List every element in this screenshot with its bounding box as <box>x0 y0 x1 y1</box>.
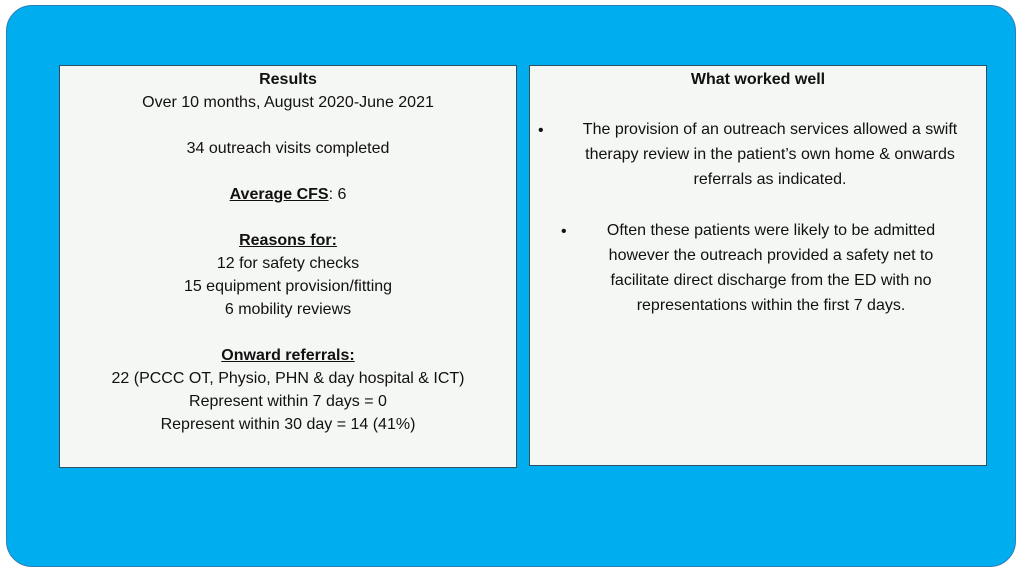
what-worked-title: What worked well <box>690 71 826 88</box>
bullet-icon: • <box>561 223 567 240</box>
bullet-point-1 <box>560 117 980 192</box>
bullet-icon: • <box>538 122 544 139</box>
results-title: Results <box>259 71 317 88</box>
reasons-heading: Reasons for: <box>239 232 337 249</box>
reason-item: 12 for safety checks <box>216 255 360 272</box>
bullet-point-2 <box>576 218 966 318</box>
what-worked-panel <box>529 65 987 466</box>
bullet-line: however the outreach provided a safety net to <box>608 247 934 264</box>
reason-item: 15 equipment provision/fitting <box>183 278 393 295</box>
referral-item: Represent within 7 days = 0 <box>189 393 387 410</box>
referrals-heading: Onward referrals: <box>221 347 355 364</box>
bullet-line: Often these patients were likely to be admitted <box>606 222 936 239</box>
average-cfs-label: Average CFS <box>229 186 329 203</box>
referral-item: 22 (PCCC OT, Physio, PHN & day hospital & ICT) <box>111 370 465 387</box>
bullet-line: therapy review in the patient’s own home & onwards <box>585 146 955 163</box>
average-cfs-value: : 6 <box>328 186 347 203</box>
average-cfs <box>60 183 516 206</box>
outreach-visits: 34 outreach visits completed <box>186 140 390 157</box>
results-period: Over 10 months, August 2020-June 2021 <box>142 94 434 111</box>
reason-item: 6 mobility reviews <box>224 301 352 318</box>
results-panel <box>59 65 517 468</box>
bullet-line: facilitate direct discharge from the ED with no <box>610 272 932 289</box>
bullet-line: representations within the first 7 days. <box>636 297 906 314</box>
bullet-line: referrals as indicated. <box>693 171 847 188</box>
bullet-line: The provision of an outreach services allowed a swift <box>582 121 958 138</box>
referral-item: Represent within 30 day = 14 (41%) <box>160 416 416 433</box>
